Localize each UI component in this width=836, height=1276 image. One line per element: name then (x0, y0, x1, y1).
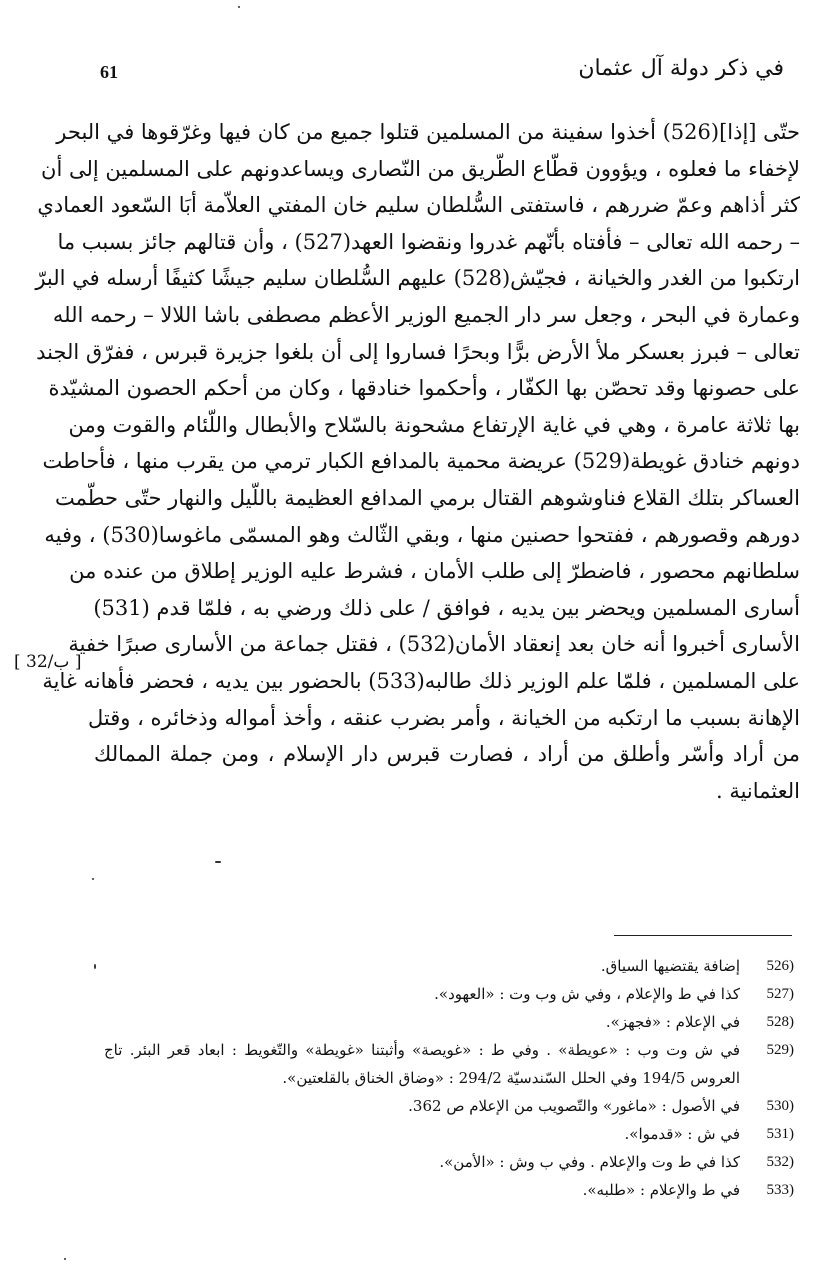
text-line: على المسلمين ، فلمّا علم الوزير ذلك طالبه(533) بالحضور بين يديه ، فحضر فأهانه غاية (42, 668, 800, 693)
footnote-number: 527) (766, 986, 794, 1002)
text-line: ارتكبوا من الغدر والخيانة ، فجيّش(528) عليهم السُّلطان سليم جيشًا كثيفًا أرسله في البرّ (35, 266, 800, 291)
text-line: من أراد وأسّر وأطلق من أراد ، فصارت قبرس دار الإسلام ، ومن جملة الممالك (94, 742, 800, 767)
text-line: – رحمه الله تعالى – فأفتاه بأنّهم غدروا ونقضوا العهد(527) ، وأن قتالهم جائز بسبب ما (57, 229, 800, 254)
footnote (104, 1120, 794, 1148)
text-line: الأسارى أخبروا أنه خان بعد إنعقاد الأمان(532) ، فقتل جماعة من الأسارى صبرًا خفية (68, 632, 800, 657)
footnote-text: في ش وت وب : «عويطة» . وفي ط : «غويصة» وأثبتنا «غويطة» والتّغويط : ابعاد قعر البئر. تاج العروس 194/5 وفي الحلل السّندسيّة 294/2 : «وضاق الخناق بالقلعتين». (104, 1041, 740, 1087)
footnote-text: كذا في ط والإعلام ، وفي ش وب وت : «العهود». (434, 985, 740, 1003)
scan-speck (238, 6, 240, 8)
text-line: على حصونها وقد تحصّن بها الكفّار ، وأحكموا خنادقها ، وكان من أحكم الحصون المشيّدة (48, 376, 800, 401)
text-line: دورهم وقصورهم ، ففتحوا حصنين منها ، وبقي الثّالث وهو المسمّى ماغوسا(530) ، وفيه (44, 522, 800, 547)
footnote (104, 1148, 794, 1176)
footnotes-block (104, 952, 794, 1204)
text-line: أسارى المسلمين ويحضر بين يديه ، فوافق / على ذلك ورضي به ، فلمّا قدم (531) (93, 595, 800, 620)
text-line: لإخفاء ما فعلوه ، ويؤوون قطّاع الطّريق من النّصارى ويساعدونهم على المسلمين إلى أن (41, 156, 800, 181)
footnote (104, 1176, 794, 1204)
text-line: العساكر بتلك القلاع فناوشوهم القتال برمي المدافع العظيمة باللّيل والنهار حتّى حطّمت (54, 485, 800, 510)
footnote-text: في الإعلام : «فجهز». (605, 1013, 740, 1031)
text-line: تعالى – فبرز بعسكر ملأ الأرض برًّا وبحرًا فساروا إلى أن بلغوا جزيرة قبرس ، ففرّق الجند (36, 339, 800, 364)
text-line: حتّى [إذا](526) أخذوا سفينة من المسلمين قتلوا جميع من كان فيها وغرّقوها في البحر (56, 120, 800, 144)
scan-speck (64, 1258, 66, 1260)
text-line: العثمانية . (715, 778, 800, 803)
footnote (104, 952, 794, 980)
footnote (104, 1036, 794, 1092)
footnote (104, 1008, 794, 1036)
text-line: بها ثلاثة عامرة ، وهي في غاية الإرتفاع مشحونة بالسّلاح والأبطال واللّئام والقوت ومن (68, 412, 800, 437)
footnote-number: 530) (766, 1098, 794, 1114)
footnote (104, 1092, 794, 1120)
footnote-text: في الأصول : «ماغور» والتّصويب من الإعلام ص 362. (408, 1097, 740, 1115)
text-line: الإهانة بسبب ما ارتكبه من الخيانة ، وأمر بضرب عنقه ، وأخذ أمواله وذخائره ، وقتل (87, 705, 800, 730)
footnote-number: 526) (766, 958, 794, 974)
text-line: وعمارة في البحر ، وجعل سر دار الجميع الوزير الأعظم مصطفى باشا اللالا – رحمه الله (52, 302, 800, 327)
text-line: كثر أذاهم وعمّ ضررهم ، فاستفتى السُّلطان سليم خان المفتي العلاّمة أبَا السّعود العمادي (37, 193, 800, 218)
footnote-text: في ط والإعلام : «طلبه». (582, 1181, 740, 1199)
page-number: 61 (100, 62, 118, 82)
footnote (104, 980, 794, 1008)
scan-speck (92, 878, 94, 880)
manuscript-folio-marker: [ 32/ب ] (14, 652, 82, 672)
text-line: سلطانهم محصور ، فاضطرّ إلى طلب الأمان ، فشرط عليه الوزير إطلاق من عنده من (69, 559, 800, 584)
footnote-number: 528) (766, 1014, 794, 1030)
scan-speck (94, 964, 96, 969)
footnote-divider (614, 935, 792, 936)
footnote-number: 532) (766, 1154, 794, 1170)
footnote-number: 529) (766, 1042, 794, 1058)
footnote-number: 531) (766, 1126, 794, 1142)
footnote-text: إضافة يقتضيها السياق. (600, 957, 740, 975)
running-header: في ذكر دولة آل عثمان (578, 56, 784, 81)
footnote-number: 533) (766, 1182, 794, 1198)
footnote-text: في ش : «قدموا». (624, 1125, 740, 1143)
footnote-text: كذا في ط وت والإعلام . وفي ب وش : «الأمن». (439, 1153, 740, 1171)
text-line: دونهم خنادق غويطة(529) عريضة محمية بالمدافع الكبار ترمي من يقرب منها ، فأحاطت (42, 449, 800, 474)
scan-speck (215, 861, 221, 863)
